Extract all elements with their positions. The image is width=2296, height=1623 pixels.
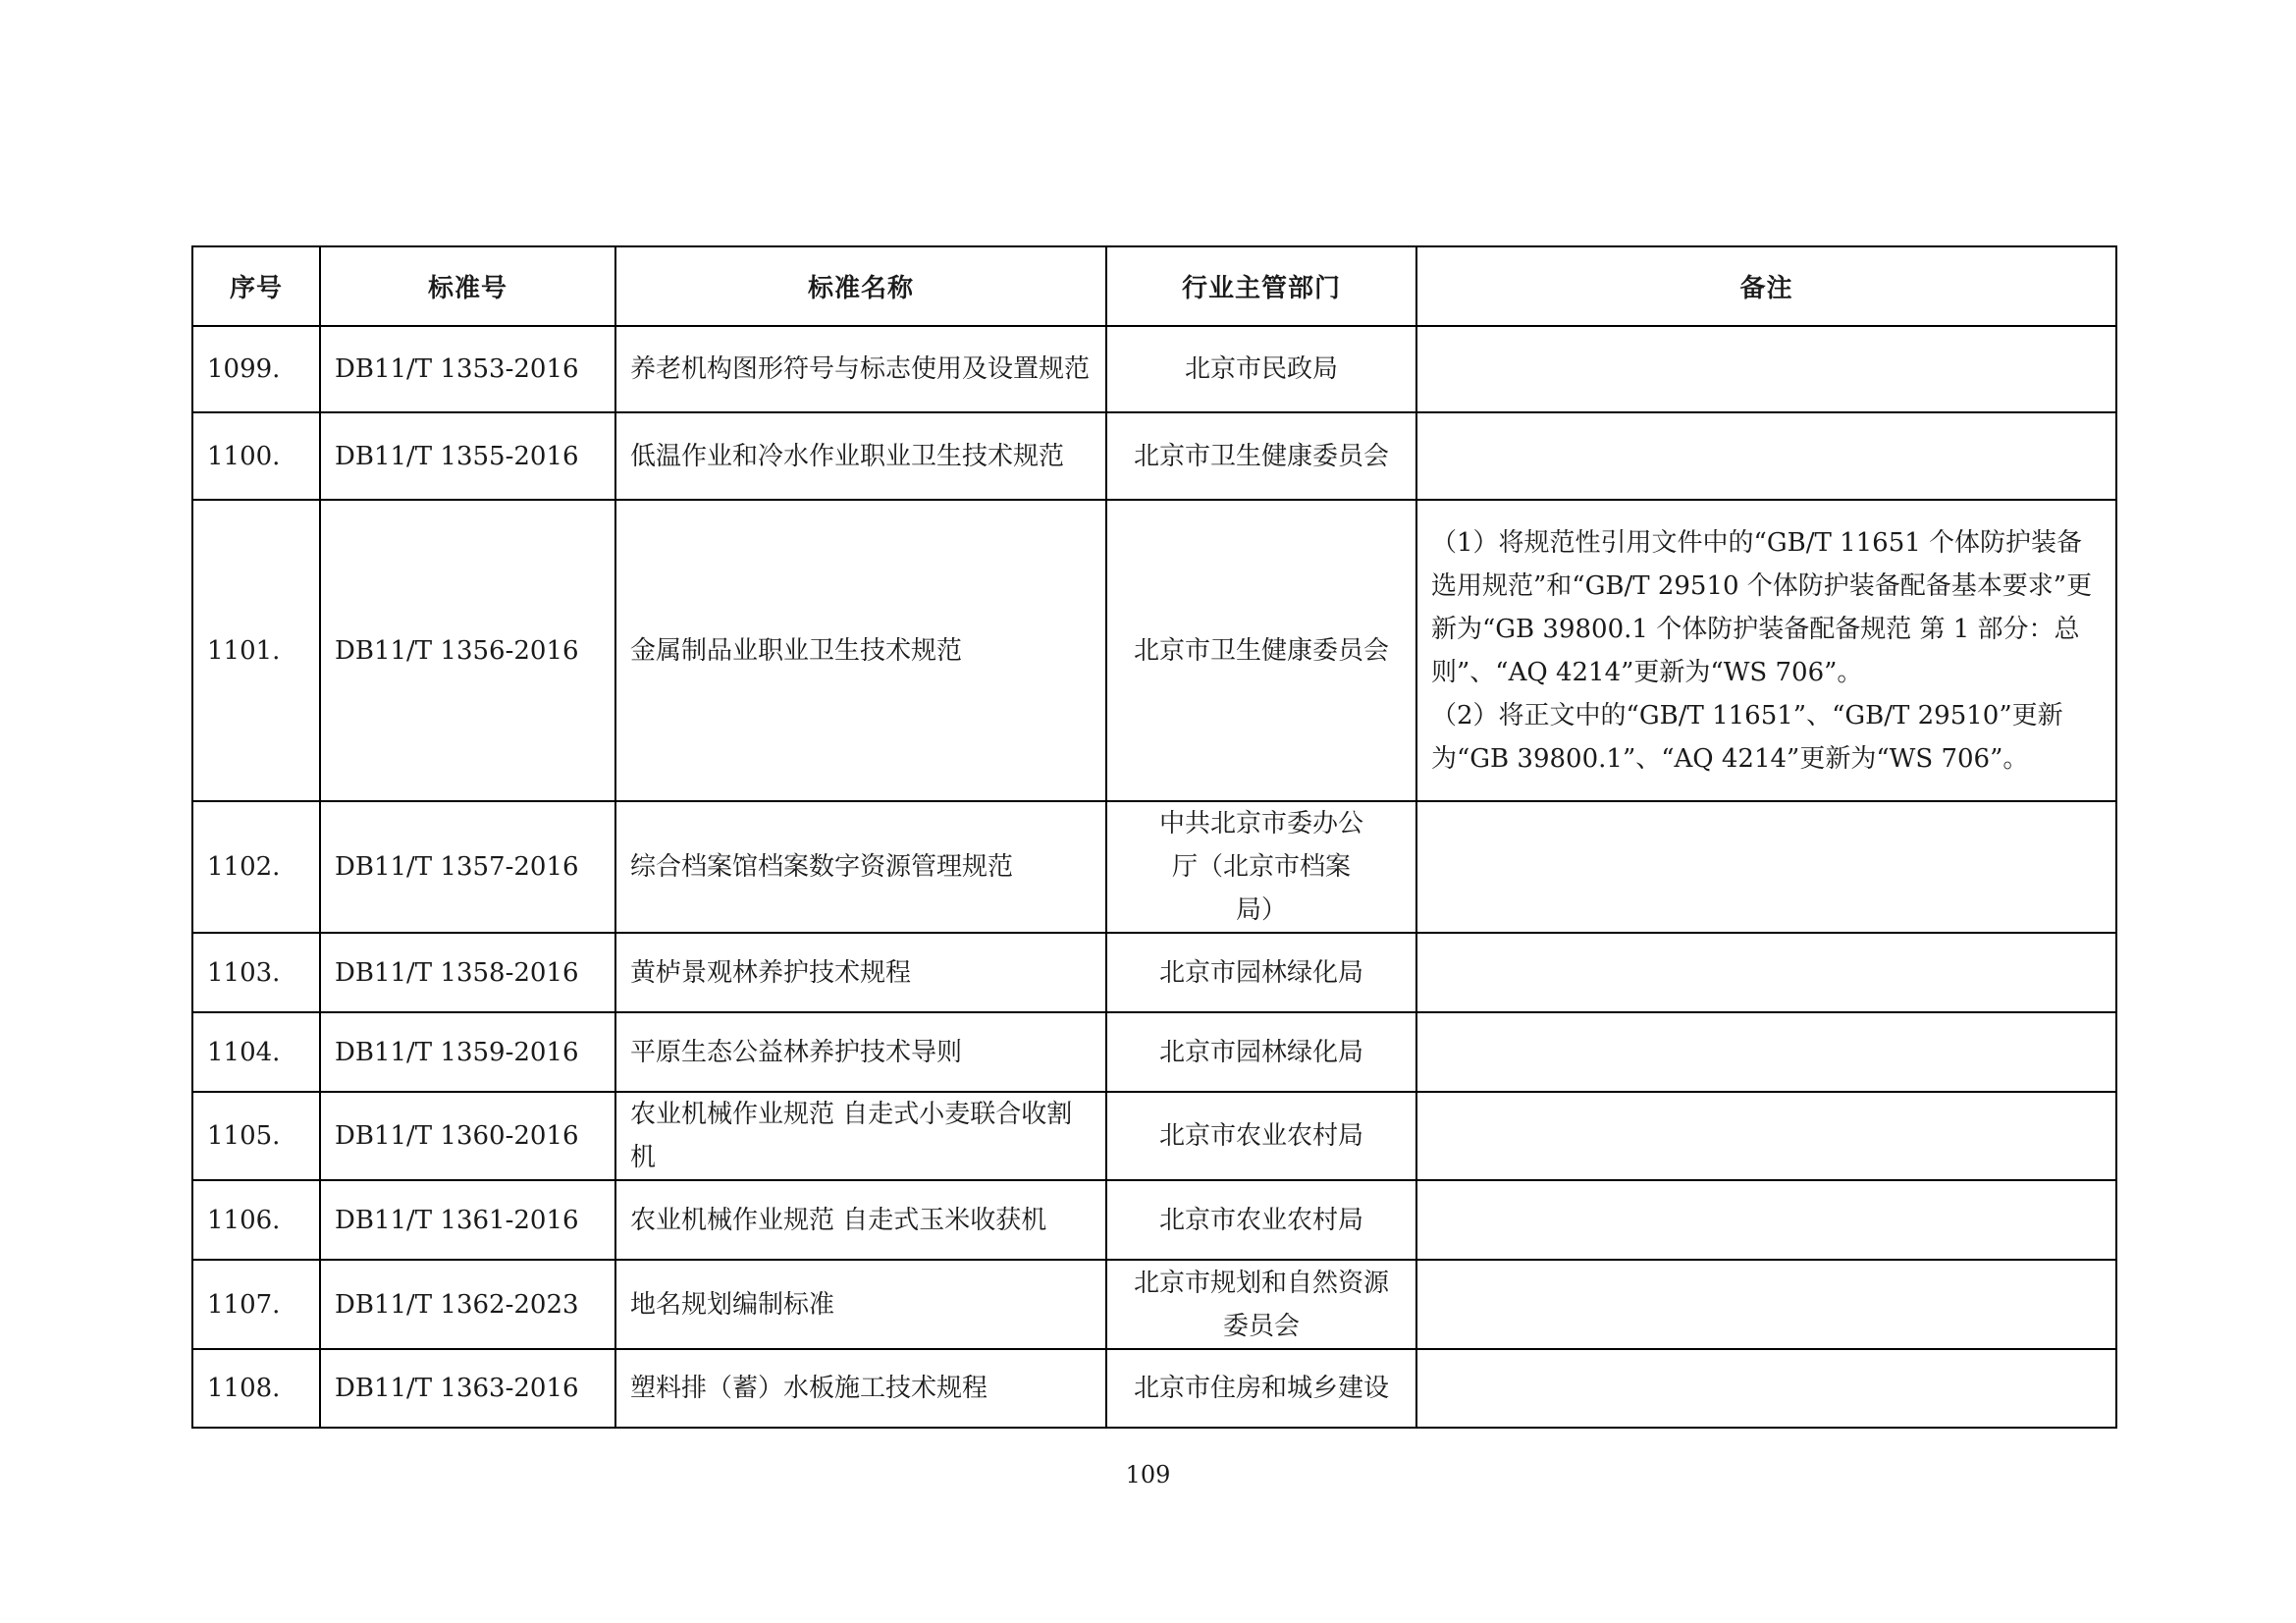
row-seq-cell: [192, 1260, 320, 1349]
row-dept-cell: [1106, 1349, 1416, 1428]
row-name-text: 农业机械作业规范 自走式小麦联合收割机: [630, 1100, 1073, 1172]
table-row: [192, 1180, 2116, 1260]
row-dept-text: 中共北京市委办公厅（北京市档案局）: [1158, 809, 1363, 925]
row-dept-text: 北京市卫生健康委员会: [1133, 635, 1389, 666]
row-note-cell: [1416, 1260, 2116, 1349]
row-dept-text: 北京市园林绿化局: [1158, 957, 1363, 988]
row-code-cell: [320, 1012, 615, 1092]
row-dept-cell: [1106, 500, 1416, 801]
row-dept-cell: [1106, 933, 1416, 1012]
row-note-cell: [1416, 801, 2116, 933]
row-name-text: 地名规划编制标准: [630, 1289, 835, 1320]
row-code-cell: [320, 933, 615, 1012]
row-note-cell: [1416, 412, 2116, 500]
row-seq-text: 1106.: [207, 1205, 281, 1235]
row-seq-text: 1103.: [207, 957, 281, 988]
row-name-text: 黄栌景观林养护技术规程: [630, 957, 912, 988]
header-seq: 序号: [192, 246, 320, 326]
row-name-text: 金属制品业职业卫生技术规范: [630, 635, 963, 666]
row-name-text: 塑料排（蓄）水板施工技术规程: [630, 1374, 988, 1403]
row-dept-cell: [1106, 1260, 1416, 1349]
row-code-cell: [320, 412, 615, 500]
row-seq-cell: [192, 326, 320, 412]
row-name-cell: [615, 1349, 1106, 1428]
row-seq-cell: [192, 801, 320, 933]
header-note: 备注: [1416, 246, 2116, 326]
row-dept-text: 北京市住房和城乡建设: [1133, 1374, 1389, 1403]
row-note-cell: [1416, 1012, 2116, 1092]
row-note-cell: [1416, 1180, 2116, 1260]
row-seq-text: 1102.: [207, 852, 281, 882]
table-body: [192, 326, 2116, 1428]
row-dept-cell: [1106, 1092, 1416, 1180]
row-dept-text: 北京市卫生健康委员会: [1133, 441, 1389, 471]
row-seq-text: 1101.: [207, 635, 281, 666]
note-paragraph: （2）将正文中的“GB/T 11651”、“GB/T 29510”更新为“GB 39800.1”、“AQ 4214”更新为“WS 706”。: [1431, 700, 2063, 774]
row-dept-cell: [1106, 326, 1416, 412]
row-name-cell: [615, 1260, 1106, 1349]
row-code-text: DB11/T 1353-2016: [335, 354, 579, 384]
row-code-text: DB11/T 1355-2016: [335, 441, 579, 471]
row-dept-text: 北京市规划和自然资源委员会: [1134, 1268, 1390, 1341]
row-note-cell: [1416, 1349, 2116, 1428]
row-name-text: 综合档案馆档案数字资源管理规范: [630, 852, 1014, 882]
row-name-cell: [615, 1012, 1106, 1092]
row-seq-text: 1104.: [207, 1037, 281, 1067]
row-seq-text: 1099.: [207, 354, 281, 384]
row-code-text: DB11/T 1356-2016: [335, 635, 579, 666]
row-dept-cell: [1106, 412, 1416, 500]
row-note-cell: [1416, 500, 2116, 801]
header-name: 标准名称: [615, 246, 1106, 326]
row-seq-text: 1108.: [207, 1374, 281, 1403]
row-dept-text: 北京市农业农村局: [1158, 1205, 1363, 1235]
row-name-cell: [615, 1180, 1106, 1260]
table-row: [192, 1260, 2116, 1349]
row-code-cell: [320, 1180, 615, 1260]
row-dept-cell: [1106, 801, 1416, 933]
table-row: [192, 933, 2116, 1012]
row-name-cell: [615, 933, 1106, 1012]
row-code-cell: [320, 801, 615, 933]
row-code-cell: [320, 500, 615, 801]
row-code-text: DB11/T 1361-2016: [335, 1205, 579, 1235]
row-dept-cell: [1106, 1012, 1416, 1092]
row-seq-cell: [192, 412, 320, 500]
row-code-cell: [320, 326, 615, 412]
table-row: [192, 412, 2116, 500]
note-paragraph: （1）将规范性引用文件中的“GB/T 11651 个体防护装备选用规范”和“GB/T 29510 个体防护装备配备基本要求”更新为“GB 39800.1 个体防护装备配备规范 第 1 部分：总则”、“AQ 4214”更新为“WS 706”。: [1431, 527, 2093, 687]
row-name-cell: [615, 412, 1106, 500]
row-code-cell: [320, 1092, 615, 1180]
standards-table: [191, 245, 2117, 1429]
table-row: [192, 326, 2116, 412]
row-seq-cell: [192, 1092, 320, 1180]
table-row: [192, 1012, 2116, 1092]
row-seq-text: 1100.: [207, 441, 281, 471]
table-row: [192, 801, 2116, 933]
row-note-cell: [1416, 1092, 2116, 1180]
row-name-cell: [615, 326, 1106, 412]
row-seq-cell: [192, 1012, 320, 1092]
row-seq-cell: [192, 933, 320, 1012]
header-code: 标准号: [320, 246, 615, 326]
row-dept-text: 北京市园林绿化局: [1158, 1037, 1363, 1067]
row-code-text: DB11/T 1357-2016: [335, 852, 579, 882]
row-code-cell: [320, 1260, 615, 1349]
row-note-cell: [1416, 933, 2116, 1012]
page-number: 109: [1125, 1461, 1171, 1488]
table-row: [192, 500, 2116, 801]
row-code-cell: [320, 1349, 615, 1428]
row-code-text: DB11/T 1363-2016: [335, 1374, 579, 1403]
row-name-text: 养老机构图形符号与标志使用及设置规范: [630, 354, 1091, 384]
row-name-cell: [615, 801, 1106, 933]
row-code-text: DB11/T 1358-2016: [335, 957, 579, 988]
row-name-text: 平原生态公益林养护技术导则: [630, 1037, 963, 1067]
row-dept-text: 北京市民政局: [1184, 354, 1338, 384]
table-header-row: [192, 246, 2116, 326]
row-note-cell: [1416, 326, 2116, 412]
row-name-cell: [615, 500, 1106, 801]
row-dept-text: 北京市农业农村局: [1158, 1121, 1363, 1151]
row-name-text: 低温作业和冷水作业职业卫生技术规范: [630, 441, 1065, 471]
header-dept: 行业主管部门: [1106, 246, 1416, 326]
row-code-text: DB11/T 1359-2016: [335, 1037, 579, 1067]
row-seq-cell: [192, 1180, 320, 1260]
row-code-text: DB11/T 1360-2016: [335, 1121, 579, 1151]
row-seq-cell: [192, 500, 320, 801]
row-seq-cell: [192, 1349, 320, 1428]
row-name-text: 农业机械作业规范 自走式玉米收获机: [630, 1205, 1047, 1235]
row-seq-text: 1107.: [207, 1289, 281, 1320]
row-seq-text: 1105.: [207, 1121, 281, 1151]
row-dept-cell: [1106, 1180, 1416, 1260]
table-row: [192, 1092, 2116, 1180]
table-row: [192, 1349, 2116, 1428]
row-name-cell: [615, 1092, 1106, 1180]
row-code-text: DB11/T 1362-2023: [335, 1289, 579, 1320]
